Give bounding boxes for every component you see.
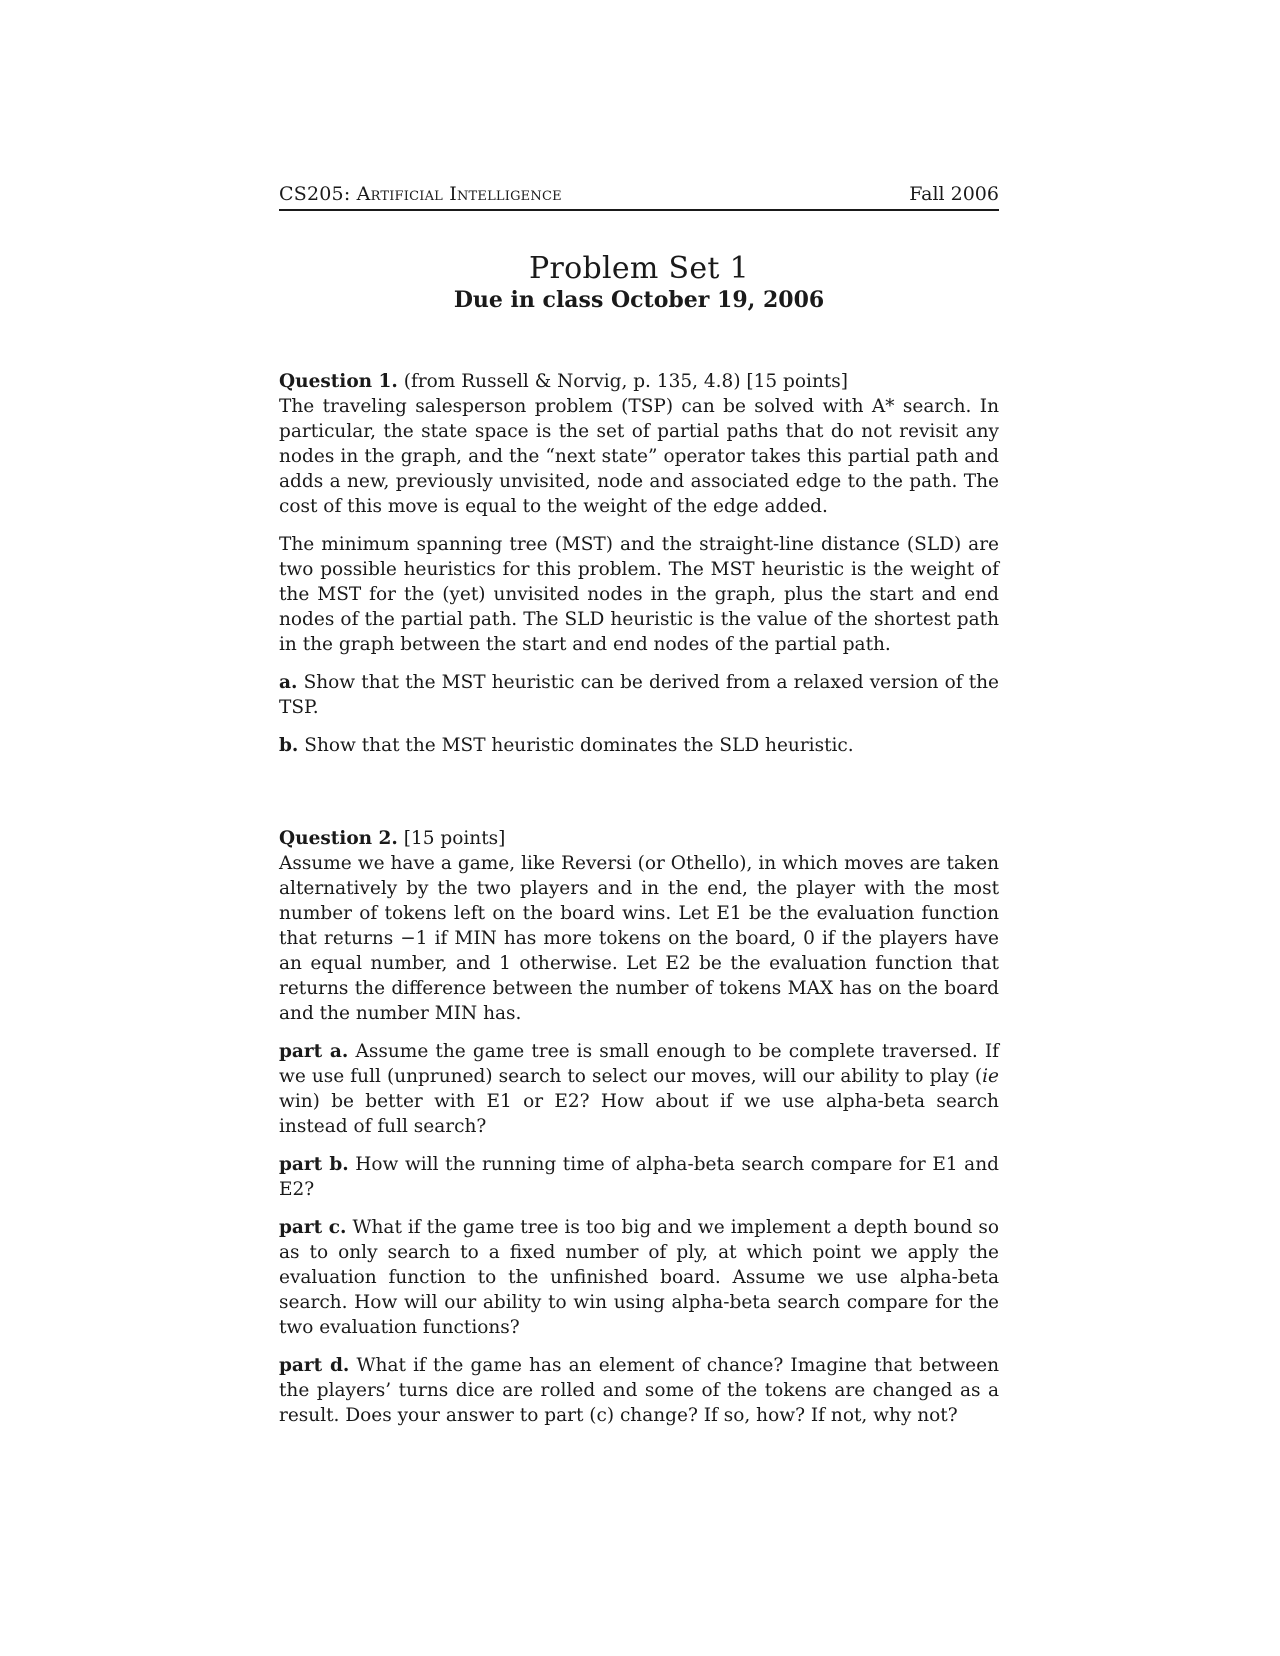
e1-term-b: E1 [932, 1154, 958, 1175]
question-1-part-a [279, 670, 999, 720]
question-2-part-c-label: part c. [279, 1217, 347, 1238]
running-header [279, 181, 999, 211]
question-2-part-a-text-1: Assume the game tree is small enough to be complete traversed. If we use full (unpruned) search to select our moves, will our ability to play ( [279, 1041, 1000, 1087]
document-body [279, 369, 999, 1428]
question-2-heading [279, 826, 999, 851]
term: Fall 2006 [909, 183, 999, 205]
course-name: Artificial Intelligence [356, 183, 562, 205]
question-2-part-a [279, 1039, 999, 1139]
due-date: Due in class October 19, 2006 [453, 287, 825, 313]
question-2-intro-text-3: has more tokens on the board, 0 if the players have an equal number, and 1 otherwise. Let [279, 928, 999, 974]
question-2-intro-text-2: be the evaluation function that returns −1 if [279, 903, 999, 949]
question-2-part-a-label: part a. [279, 1041, 349, 1062]
question-2-part-d [279, 1353, 999, 1428]
question-1-label: Question 1. [279, 371, 398, 392]
e1-term: E1 [716, 903, 742, 924]
question-2-intro [279, 851, 999, 1026]
question-2-part-b-text-2: ? [304, 1179, 315, 1200]
question-2-intro-text-4: be the evaluation function that returns the difference between the number of tokens [279, 953, 999, 999]
question-1-intro: The traveling salesperson problem (TSP) can be solved with A* search. In particular, the state space is the set of partial paths that do not revisit any nodes in the graph, and the “next state” operator takes this partial path and adds a new, previously unvisited, node and associated edge to the path. The cost of this move is equal to the weight of the edge added. [279, 396, 999, 517]
question-2-part-b-text-1: How will the running time of alpha-beta search compare for [355, 1154, 926, 1175]
e2-term-b: E2 [279, 1179, 305, 1200]
question-1-part-a-text: Show that the MST heuristic can be derived from a relaxed version of the TSP. [279, 672, 999, 718]
document-page [279, 0, 999, 1656]
course-title [279, 183, 562, 205]
question-2-part-a-or: or [523, 1091, 544, 1112]
question-2-points: [15 points] [403, 828, 506, 849]
question-1-heading [279, 369, 999, 394]
question-2-part-a-text-3: ? How about if we use alpha-beta search instead of full search? [279, 1091, 999, 1137]
question-2-intro-text-1: Assume we have a game, like Reversi (or Othello), in which moves are taken alternatively by the two players and in the end, the player with the most number of tokens left on the board wins. Let [279, 853, 999, 924]
e2-term: E2 [665, 953, 691, 974]
question-1-source: (from Russell & Norvig, p. 135, 4.8) [15 points] [403, 371, 849, 392]
question-2-part-b-and: and [964, 1154, 999, 1175]
question-2-part-b-label: part b. [279, 1154, 349, 1175]
question-1-part-b [279, 733, 999, 758]
question-1-heuristics: The minimum spanning tree (MST) and the straight-line distance (SLD) are two possible heuristics for this problem. The MST heuristic is the weight of the MST for the (yet) unvisited nodes in the graph, plus the start and end nodes of the partial path. The SLD heuristic is the value of the shortest path in the graph between the start and end nodes of the partial path. [279, 534, 999, 655]
min-term-2: MIN [434, 1003, 478, 1024]
question-1-part-a-label: a. [279, 672, 298, 693]
question-2-part-c-text: What if the game tree is too big and we implement a depth bound so as to only search to a fixed number of ply, at which point we apply the evaluation function to the unfinished board. Assume we use alpha-beta search. How will our ability to win using alpha-beta search compare for the two evaluation functions? [279, 1217, 999, 1338]
question-1-part-b-label: b. [279, 735, 299, 756]
question-2-intro-text-6: has. [483, 1003, 522, 1024]
question-1-part-b-text: Show that the MST heuristic dominates the SLD heuristic. [304, 735, 854, 756]
title-block [279, 252, 999, 313]
e1-term-a: E1 [486, 1091, 512, 1112]
question-2-part-c [279, 1215, 999, 1340]
max-term: MAX [787, 978, 834, 999]
page-title: Problem Set 1 [528, 251, 749, 286]
question-2-label: Question 2. [279, 828, 398, 849]
min-term: MIN [454, 928, 497, 949]
question-2-intro-text-5: has on the board and the number [279, 978, 1000, 1024]
question-2-part-a-text-2: win) be better with [279, 1091, 476, 1112]
e2-term-a: E2 [554, 1091, 580, 1112]
question-2-part-b [279, 1152, 999, 1202]
question-2-part-d-text: What if the game has an element of chance? Imagine that between the players’ turns dice are rolled and some of the tokens are changed as a result. Does your answer to part (c) change? If so, how? If not, why not? [279, 1355, 999, 1426]
ie-abbrev: ie [982, 1066, 999, 1087]
course-code: CS205: [279, 183, 351, 205]
question-2-part-d-label: part d. [279, 1355, 350, 1376]
